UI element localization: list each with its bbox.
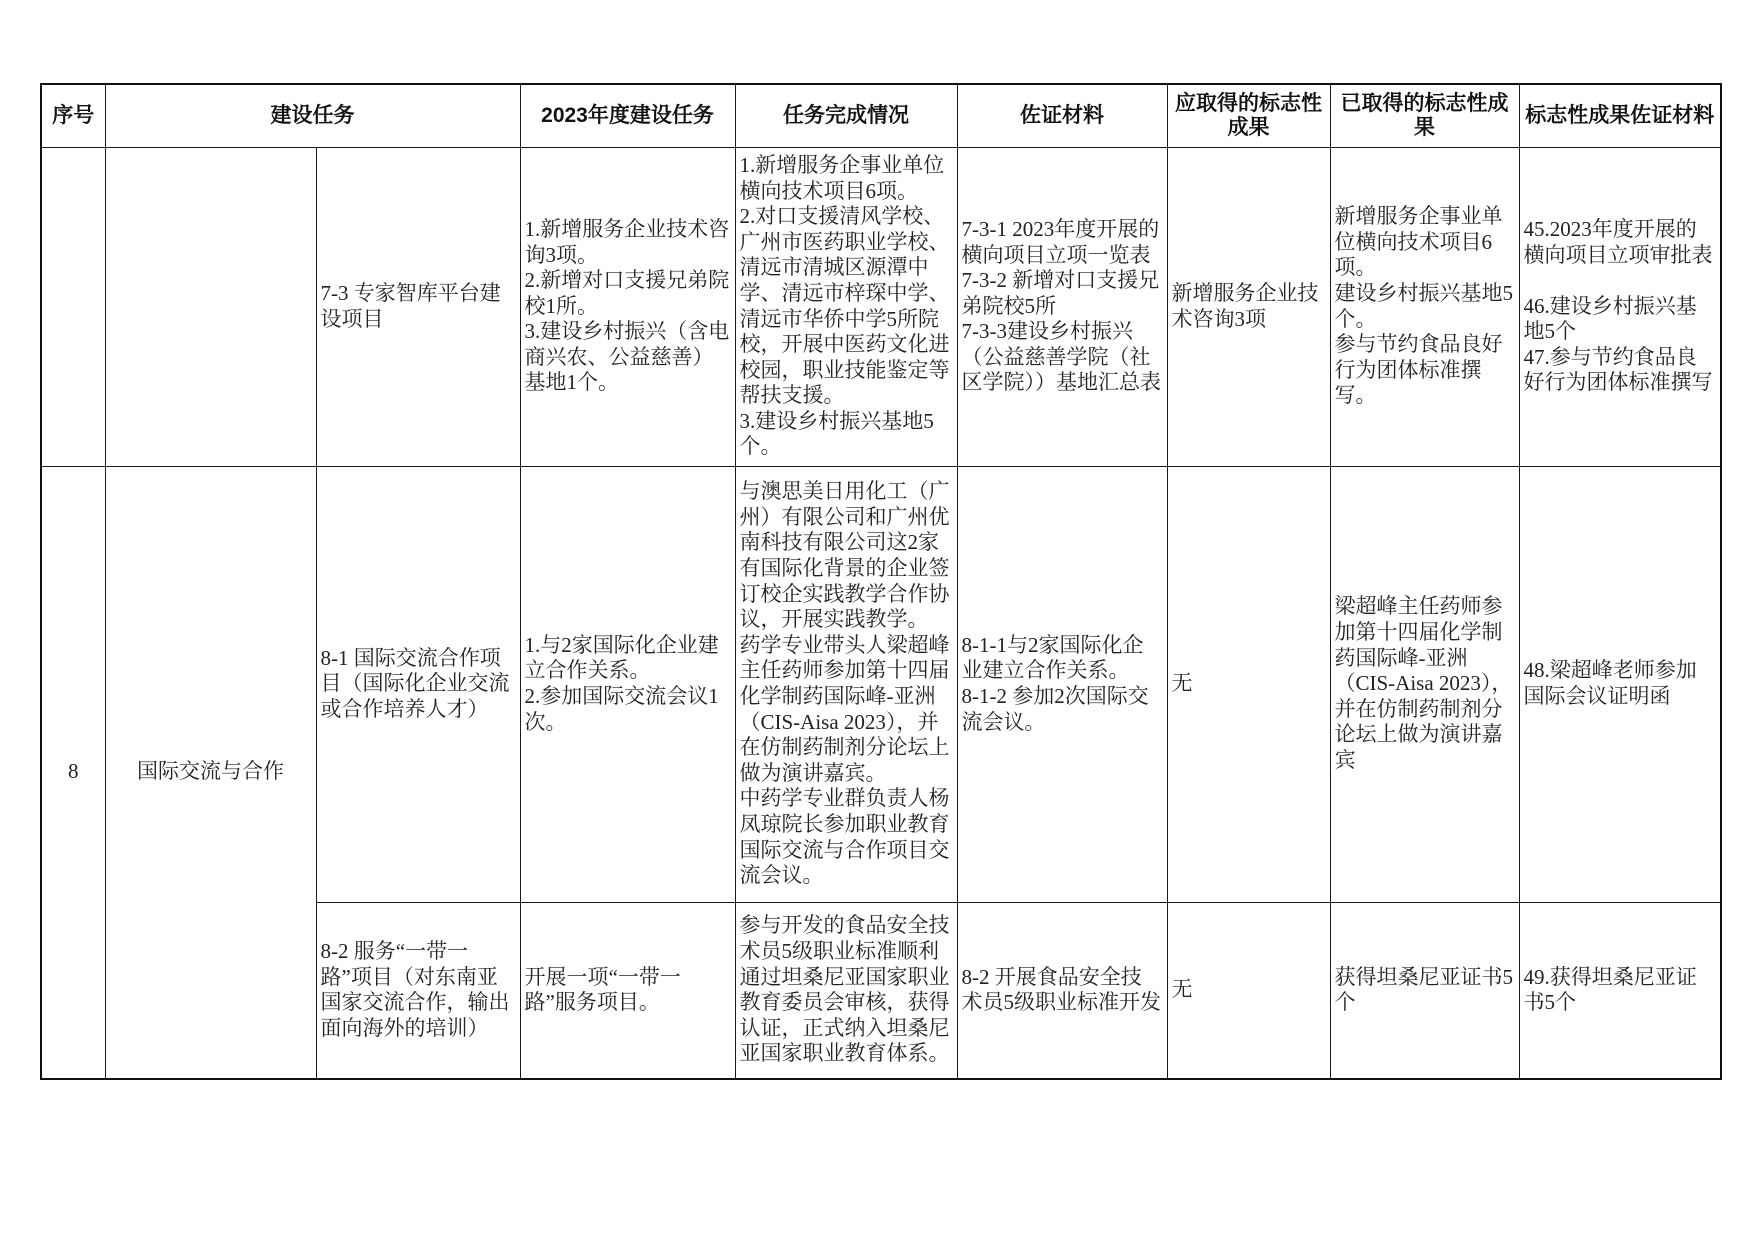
cell-paragraph: 1.新增服务企业技术咨询3项。 (524, 216, 730, 267)
cell-expected: 无 (1167, 466, 1330, 902)
cell-paragraph: 3.建设乡村振兴基地5个。 (739, 408, 934, 459)
cell-paragraph: 7-3-1 2023年度开展的横向项目立项一览表 (961, 216, 1160, 267)
header-task-2023: 2023年度建设任务 (520, 84, 735, 147)
cell-completion (735, 466, 957, 902)
document-sheet (40, 83, 1722, 1080)
header-achieved-achievement: 已取得的标志性成果 (1330, 84, 1519, 147)
header-completion: 任务完成情况 (735, 84, 957, 147)
cell-evidence: 8-2 开展食品安全技术员5级职业标准开发 (957, 902, 1167, 1079)
cell-achieved (1330, 147, 1519, 466)
cell-achieved-evidence (1519, 147, 1721, 466)
cell-seq: 8 (41, 466, 105, 1079)
cell-expected: 新增服务企业技术咨询3项 (1167, 147, 1330, 466)
cell-paragraph: 建设乡村振兴基地5个。 (1334, 280, 1513, 331)
table-row (41, 466, 1721, 902)
cell-achieved-evidence: 49.获得坦桑尼亚证书5个 (1519, 902, 1721, 1079)
header-expected-achievement: 应取得的标志性成果 (1167, 84, 1330, 147)
cell-paragraph: 2.新增对口支援兄弟院校1所。 (524, 268, 730, 318)
cell-completion (735, 147, 957, 466)
cell-achieved: 梁超峰主任药师参加第十四届化学制药国际峰-亚洲（CIS-Aisa 2023），并在仿制药制剂分论坛上做为演讲嘉宾 (1330, 466, 1519, 902)
cell-paragraph: 中药学专业群负责人杨凤琼院长参加职业教育国际交流与合作项目交流会议。 (739, 786, 950, 888)
cell-tasks-2023: 开展一项“一带一路”服务项目。 (520, 902, 735, 1079)
cell-paragraph: 1.与2家国际化企业建立合作关系。 (524, 632, 719, 683)
cell-paragraph: 3.建设乡村振兴（含电商兴农、公益慈善）基地1个。 (524, 319, 730, 395)
cell-project: 8-2 服务“一带一路”项目（对东南亚国家交流合作，输出面向海外的培训） (316, 902, 520, 1079)
cell-paragraph: 2.对口支援清风学校、广州市医药职业学校、清远市清城区源潭中学、清远市梓琛中学、清远市华侨中学5所院校，开展中医药文化进校园，职业技能鉴定等帮扶支援。 (739, 204, 950, 408)
cell-paragraph: 2.参加国际交流会议1次。 (524, 684, 719, 734)
cell-paragraph: 45.2023年度开展的横向项目立项审批表 (1523, 216, 1713, 267)
header-evidence: 佐证材料 (957, 84, 1167, 147)
header-task: 建设任务 (105, 84, 520, 147)
cell-paragraph: 8-1-1与2家国际化企业建立合作关系。 (961, 632, 1144, 683)
cell-achieved-evidence: 48.梁超峰老师参加国际会议证明函 (1519, 466, 1721, 902)
cell-paragraph: 药学专业带头人梁超峰主任药师参加第十四届化学制药国际峰-亚洲（CIS-Aisa 2023），并在仿制药制剂分论坛上做为演讲嘉宾。 (739, 632, 950, 785)
cell-paragraph: 8-1-2 参加2次国际交流会议。 (961, 684, 1149, 734)
table-row (41, 147, 1721, 466)
cell-expected: 无 (1167, 902, 1330, 1079)
cell-paragraph: 参与节约食品良好行为团体标准撰写。 (1334, 332, 1503, 408)
cell-category-empty (105, 147, 316, 466)
cell-category: 国际交流与合作 (105, 466, 316, 1079)
cell-paragraph: 新增服务企事业单位横向技术项目6项。 (1334, 204, 1503, 280)
header-achievement-evidence: 标志性成果佐证材料 (1519, 84, 1721, 147)
cell-paragraph: 与澳思美日用化工（广州）有限公司和广州优南科技有限公司这2家有国际化背景的企业签订校企实践教学合作协议，开展实践教学。 (739, 479, 950, 632)
cell-evidence (957, 147, 1167, 466)
cell-paragraph: 47.参与节约食品良好行为团体标准撰写 (1523, 344, 1713, 395)
cell-seq-empty (41, 147, 105, 466)
cell-tasks-2023 (520, 466, 735, 902)
cell-project: 7-3 专家智库平台建设项目 (316, 147, 520, 466)
cell-evidence (957, 466, 1167, 902)
cell-tasks-2023 (520, 147, 735, 466)
header-row (41, 84, 1721, 147)
cell-paragraph: 46.建设乡村振兴基地5个 (1523, 293, 1697, 344)
construction-task-table (40, 83, 1722, 1080)
cell-achieved: 获得坦桑尼亚证书5个 (1330, 902, 1519, 1079)
cell-project: 8-1 国际交流合作项目（国际化企业交流或合作培养人才） (316, 466, 520, 902)
header-seq: 序号 (41, 84, 105, 147)
cell-completion: 参与开发的食品安全技术员5级职业标准顺利通过坦桑尼亚国家职业教育委员会审核，获得认证，正式纳入坦桑尼亚国家职业教育体系。 (735, 902, 957, 1079)
cell-paragraph: 7-3-3建设乡村振兴（公益慈善学院（社区学院））基地汇总表 (961, 319, 1161, 395)
cell-paragraph: 7-3-2 新增对口支援兄弟院校5所 (961, 268, 1160, 318)
cell-paragraph: 1.新增服务企事业单位横向技术项目6项。 (739, 152, 945, 203)
